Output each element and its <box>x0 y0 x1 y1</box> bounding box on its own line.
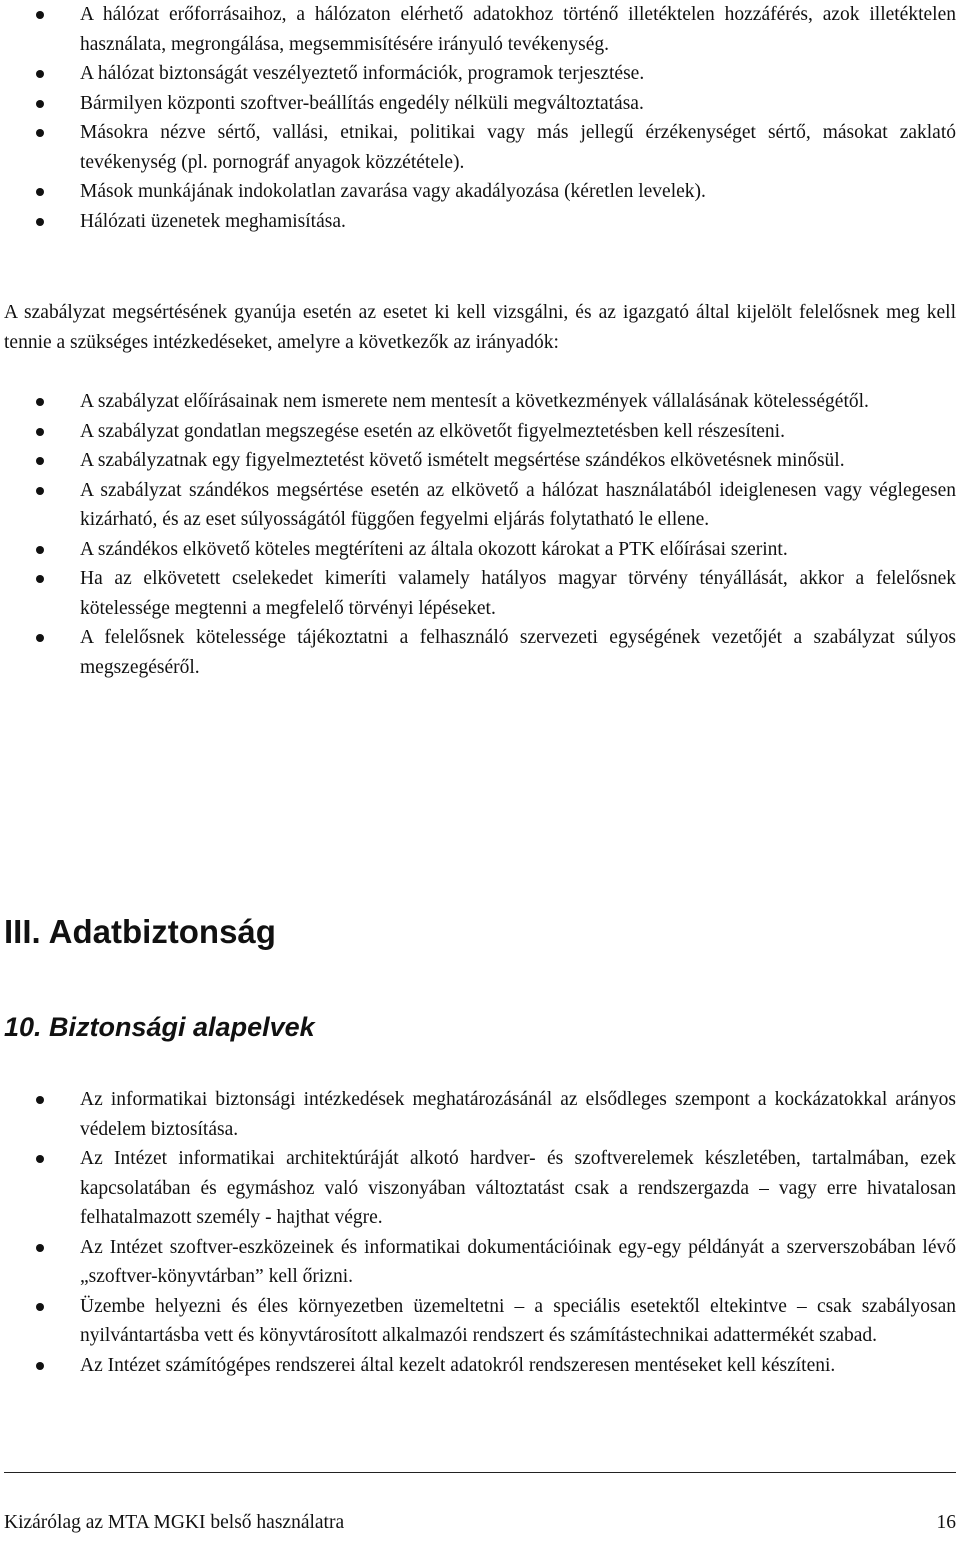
bullet-icon <box>36 1096 44 1104</box>
list-item-text: A szabályzatnak egy figyelmeztetést követő ismételt megsértése szándékos elkövetésnek minősül. <box>80 450 845 471</box>
list-item <box>0 207 960 237</box>
list-item <box>0 1085 960 1144</box>
section-heading: III. Adatbiztonság <box>4 913 276 950</box>
list-item <box>0 1233 960 1292</box>
bullet-icon <box>36 1362 44 1370</box>
list-item-text: Másokra nézve sértő, vallási, etnikai, politikai vagy más jellegű érzékenységet sértő, másokat zaklató tevékenység (pl. pornográf anyagok közzététele). <box>80 122 956 173</box>
list-item <box>0 0 960 59</box>
footer-text: Kizárólag az MTA MGKI belső használatra <box>4 1512 345 1533</box>
list-item-text: Az Intézet számítógépes rendszerei által kezelt adatokról rendszeresen mentéseket kell készíteni. <box>80 1354 836 1376</box>
bullet-icon <box>36 11 44 19</box>
list-item-text: Hálózati üzenetek meghamisítása. <box>80 210 346 232</box>
list-item-text: Bármilyen központi szoftver-beállítás engedély nélküli megváltoztatása. <box>80 92 644 114</box>
list-item-text: A hálózat erőforrásaihoz, a hálózaton elérhető adatokhoz történő illetéktelen hozzáférés, azok illetéktelen használata, megrongálása, megsemmisítésére irányuló tevékenység. <box>80 4 956 55</box>
subsection-heading: 10. Biztonsági alapelvek <box>4 1012 315 1042</box>
bullet-icon <box>36 1155 44 1163</box>
bullet-icon <box>36 398 44 406</box>
bullet-icon <box>36 1303 44 1311</box>
bullet-icon <box>36 188 44 196</box>
list-item <box>0 59 960 89</box>
rules-list <box>0 387 960 682</box>
list-item-text: Mások munkájának indokolatlan zavarása vagy akadályozása (kéretlen levelek). <box>80 181 706 202</box>
bullet-icon <box>36 487 44 495</box>
list-item <box>0 1144 960 1233</box>
list-item <box>0 446 960 476</box>
list-item <box>0 535 960 565</box>
list-item-text: Az Intézet szoftver-eszközeinek és informatikai dokumentációinak egy-egy példányát a szerverszobában lévő „szoftver-könyvtárban” kell őrizni. <box>80 1236 956 1287</box>
list-item <box>0 564 960 623</box>
bullet-icon <box>36 546 44 554</box>
list-item-text: Üzembe helyezni és éles környezetben üzemeltetni – a speciális esetektől eltekintve – csak szabályosan nyilvántartásba vett és könyvtárosított alkalmazói rendszert és számítástechnikai adattermékét szabad. <box>80 1295 956 1346</box>
bullet-icon <box>36 457 44 465</box>
list-item <box>0 623 960 682</box>
footer-divider <box>4 1472 956 1473</box>
list-item-text: A szabályzat előírásainak nem ismerete nem mentesít a következmények vállalásának kötelességétől. <box>80 391 869 412</box>
list-item-text: A felelősnek kötelessége tájékoztatni a felhasználó szervezeti egységének vezetőjét a szabályzat súlyos megszegéséről. <box>80 627 956 678</box>
list-item <box>0 1292 960 1351</box>
list-item <box>0 476 960 535</box>
page-number: 16 <box>936 1512 956 1533</box>
bullet-icon <box>36 428 44 436</box>
principles-list <box>0 1085 960 1380</box>
bullet-icon <box>36 129 44 137</box>
list-item-text: Az Intézet informatikai architektúráját alkotó hardver- és szoftverelemek készletében, tartalmában, ezek kapcsolatában és egymáshoz való viszonyában változtatást csak a rendszergazda – vagy erre hivatalosan felhatalmazott személy - hajthat végre. <box>80 1148 956 1228</box>
list-item-text: A hálózat biztonságát veszélyeztető információk, programok terjesztése. <box>80 63 645 84</box>
body-paragraph: A szabályzat megsértésének gyanúja esetén az esetet ki kell vizsgálni, és az igazgató által kijelölt felelősnek meg kell tennie a szükséges intézkedéseket, amelyre a következők az irányadók: <box>4 302 956 353</box>
bullet-icon <box>36 218 44 226</box>
list-item-text: A szabályzat szándékos megsértése esetén az elkövető a hálózat használatából ideiglenesen vagy véglegesen kizárható, és az eset súlyosságától függően fegyelmi eljárás folytatható le ellene. <box>80 479 956 530</box>
list-item <box>0 417 960 447</box>
list-item <box>0 89 960 119</box>
list-item-text: A szabályzat gondatlan megszegése esetén az elkövetőt figyelmeztetésben kell részesíteni. <box>80 420 785 442</box>
list-item-text: Ha az elkövetett cselekedet kimeríti valamely hatályos magyar törvény tényállását, akkor a felelősnek kötelessége megtenni a megfelelő törvényi lépéseket. <box>80 568 956 619</box>
bullet-icon <box>36 100 44 108</box>
list-item <box>0 1351 960 1381</box>
violations-list <box>0 0 960 236</box>
bullet-icon <box>36 575 44 583</box>
bullet-icon <box>36 70 44 78</box>
list-item <box>0 177 960 207</box>
bullet-icon <box>36 634 44 642</box>
list-item <box>0 118 960 177</box>
list-item <box>0 387 960 417</box>
list-item-text: A szándékos elkövető köteles megtéríteni az általa okozott károkat a PTK előírásai szerint. <box>80 538 788 560</box>
bullet-icon <box>36 1244 44 1252</box>
list-item-text: Az informatikai biztonsági intézkedések meghatározásánál az elsődleges szempont a kockázatokkal arányos védelem biztosítása. <box>80 1089 956 1140</box>
